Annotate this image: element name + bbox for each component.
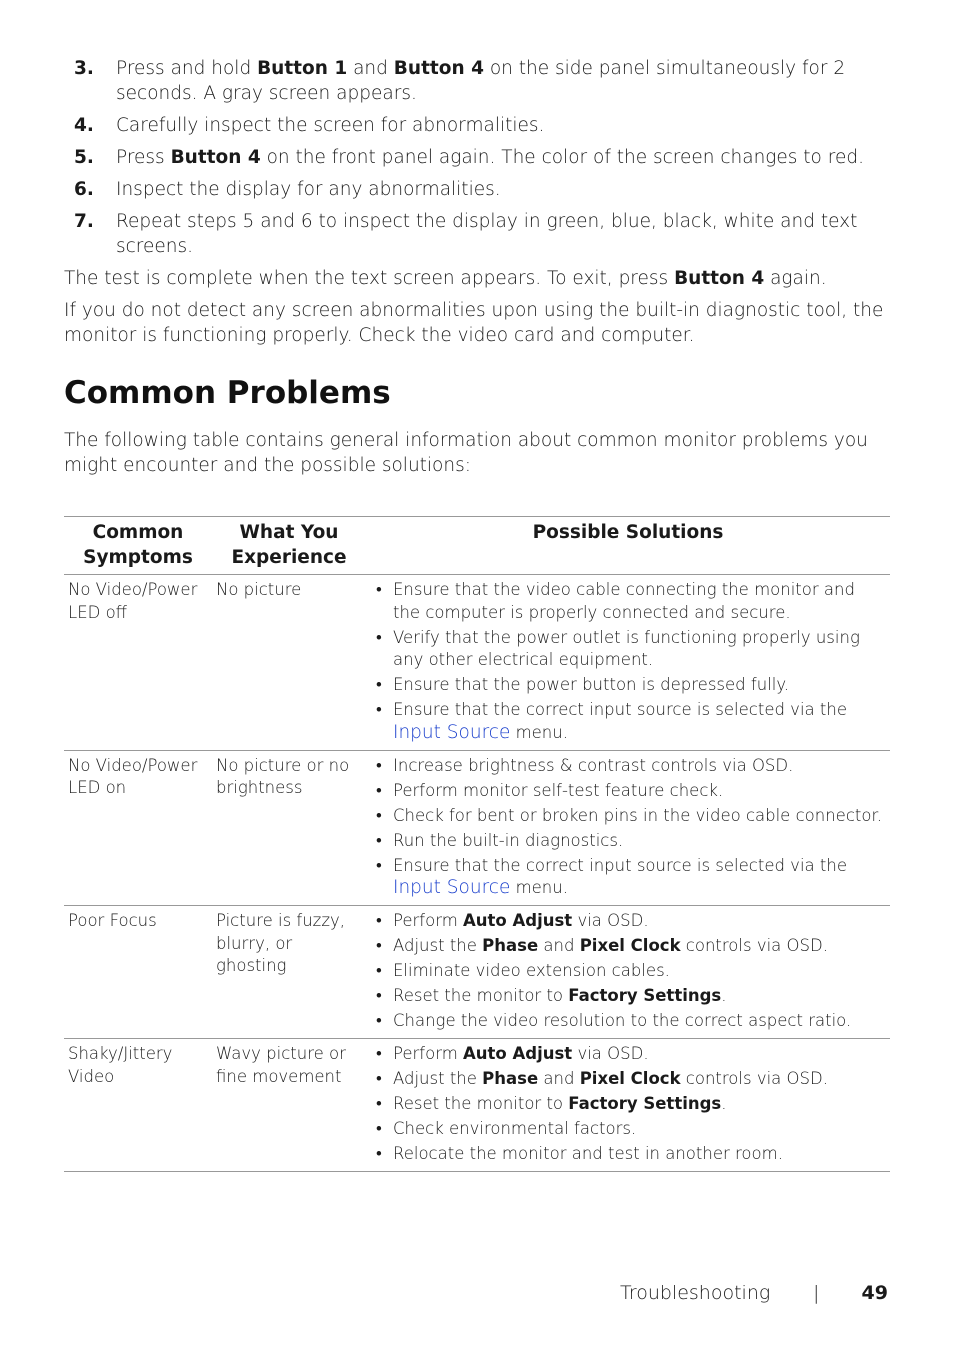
table-row — [64, 906, 890, 1039]
header-experience: What You Experience — [212, 517, 366, 575]
text-run: Press and hold — [116, 58, 258, 79]
text-run: Press — [116, 147, 171, 168]
solution-item — [376, 1143, 886, 1166]
input-source-link[interactable]: Input Source — [393, 877, 511, 898]
solutions-list — [376, 755, 886, 900]
bullet-icon: • — [376, 911, 382, 930]
solution-item — [376, 780, 886, 803]
text-run: on the side panel simultaneously for 2 seconds. A gray screen appears. — [116, 58, 846, 104]
step-item — [64, 145, 890, 170]
text-run: controls via OSD. — [680, 1069, 828, 1088]
solution-item — [376, 855, 886, 900]
text-run: Run the built-in diagnostics. — [393, 830, 624, 850]
solution-item — [376, 579, 886, 624]
diagnostic-notes — [64, 266, 890, 348]
text-run: on the front panel again. The color of the screen changes to red. — [260, 147, 864, 168]
solutions-cell — [366, 1039, 890, 1172]
text-run: Eliminate video extension cables. — [393, 961, 670, 980]
text-run: via OSD. — [572, 911, 649, 930]
solution-item — [376, 960, 886, 983]
bold-term: Phase — [482, 1069, 539, 1088]
note-paragraph — [64, 298, 890, 348]
solution-item — [376, 1093, 886, 1116]
step-item — [64, 209, 890, 259]
text-run: . — [721, 1094, 727, 1113]
table-row — [64, 750, 890, 906]
bullet-icon: • — [376, 961, 382, 980]
page-number: 49 — [861, 1282, 888, 1304]
text-run: Ensure that the video cable connecting the monitor and the computer is properly connected and secure. — [393, 580, 855, 622]
step-number: 4. — [74, 115, 94, 136]
header-symptoms: Common Symptoms — [64, 517, 212, 575]
common-problems-table — [64, 516, 890, 1172]
text-run: Reset the monitor to — [393, 1094, 569, 1113]
text-run: and — [538, 1069, 580, 1088]
text-run: Perform — [393, 911, 464, 930]
text-run: Increase brightness & contrast controls via OSD. — [393, 755, 794, 775]
table-header-row — [64, 517, 890, 575]
text-run: Ensure that the correct input source is selected via the — [393, 855, 847, 875]
step-number: 7. — [74, 211, 94, 232]
text-run: menu. — [510, 722, 568, 742]
solution-item — [376, 1068, 886, 1091]
bullet-icon: • — [376, 1044, 382, 1063]
page-content — [64, 56, 890, 1172]
text-run: Reset the monitor to — [393, 986, 569, 1005]
bullet-icon: • — [376, 580, 382, 599]
solution-item — [376, 1118, 886, 1141]
step-number: 6. — [74, 179, 94, 200]
bullet-icon: • — [376, 1119, 382, 1138]
solution-item — [376, 699, 886, 744]
input-source-link[interactable]: Input Source — [393, 721, 511, 743]
solutions-list — [376, 1043, 886, 1166]
section-title: Common Problems — [64, 375, 391, 411]
solutions-cell — [366, 750, 890, 906]
bold-term: Button 4 — [170, 147, 261, 168]
bullet-icon: • — [376, 755, 382, 775]
text-run: Ensure that the power button is depressed fully. — [393, 675, 789, 694]
solutions-cell — [366, 575, 890, 751]
solution-item — [376, 674, 886, 697]
bullet-icon: • — [376, 986, 382, 1005]
text-run: Relocate the monitor and test in another room. — [393, 1144, 783, 1163]
solution-item — [376, 935, 886, 958]
solution-item — [376, 985, 886, 1008]
footer-section-name: Troubleshooting — [620, 1282, 771, 1304]
solutions-cell — [366, 906, 890, 1039]
bullet-icon: • — [376, 805, 382, 825]
footer-separator: | — [813, 1282, 820, 1304]
bold-term: Button 4 — [674, 268, 765, 289]
bullet-icon: • — [376, 700, 382, 719]
header-solutions: Possible Solutions — [366, 517, 890, 575]
bullet-icon: • — [376, 675, 382, 694]
solution-item — [376, 910, 886, 933]
bold-term: Pixel Clock — [579, 1069, 681, 1088]
text-run: and — [538, 936, 580, 955]
text-run: Check environmental factors. — [393, 1119, 637, 1138]
table-row — [64, 1039, 890, 1172]
step-item — [64, 113, 890, 138]
symptom-cell: Poor Focus — [64, 906, 212, 1039]
step-number: 3. — [74, 58, 94, 79]
bold-term: Auto Adjust — [463, 1044, 573, 1063]
bullet-icon: • — [376, 936, 382, 955]
text-run: Perform monitor self-test feature check. — [393, 780, 724, 800]
solution-item — [376, 627, 886, 672]
step-item — [64, 56, 890, 106]
experience-cell: No picture — [212, 575, 366, 751]
bullet-icon: • — [376, 1069, 382, 1088]
bullet-icon: • — [376, 830, 382, 850]
symptom-cell: No Video/Power LED off — [64, 575, 212, 751]
text-run: Verify that the power outlet is functioning properly using any other electrical equipment. — [393, 627, 860, 669]
solutions-list — [376, 579, 886, 744]
solution-item — [376, 830, 886, 853]
symptom-cell: No Video/Power LED on — [64, 750, 212, 906]
text-run: Check for bent or broken pins in the video cable connector. — [393, 805, 882, 825]
text-run: controls via OSD. — [680, 936, 828, 955]
text-run: Ensure that the correct input source is selected via the — [393, 700, 847, 719]
solution-item — [376, 1043, 886, 1066]
text-run: Inspect the display for any abnormalities. — [116, 179, 501, 200]
bullet-icon: • — [376, 855, 382, 875]
bullet-icon: • — [376, 1011, 382, 1030]
bold-term: Auto Adjust — [463, 911, 573, 930]
text-run: and — [347, 58, 394, 79]
bold-term: Button 4 — [393, 58, 484, 79]
text-run: again. — [764, 268, 827, 289]
diagnostic-steps-list — [64, 56, 890, 259]
bold-term: Phase — [482, 936, 539, 955]
text-run: Adjust the — [393, 1069, 483, 1088]
symptom-cell: Shaky/Jittery Video — [64, 1039, 212, 1172]
text-run: Change the video resolution to the correct aspect ratio. — [393, 1011, 852, 1030]
step-item — [64, 177, 890, 202]
bullet-icon: • — [376, 1094, 382, 1113]
text-run: Carefully inspect the screen for abnormalities. — [116, 115, 545, 136]
solutions-list — [376, 910, 886, 1033]
bold-term: Factory Settings — [568, 986, 722, 1005]
text-run: The test is complete when the text screen appears. To exit, press — [64, 268, 675, 289]
table-row — [64, 575, 890, 751]
bold-term: Factory Settings — [568, 1094, 722, 1113]
experience-cell: Wavy picture or fine movement — [212, 1039, 366, 1172]
experience-cell: No picture or no brightness — [212, 750, 366, 906]
text-run: via OSD. — [572, 1044, 649, 1063]
solution-item — [376, 755, 886, 778]
section-intro: The following table contains general information about common monitor problems you might encounter and the possible solutions: — [64, 430, 868, 476]
text-run: Perform — [393, 1044, 464, 1063]
bullet-icon: • — [376, 627, 382, 647]
text-run: menu. — [510, 878, 568, 897]
note-paragraph — [64, 266, 890, 291]
text-run: Adjust the — [393, 936, 483, 955]
bold-term: Button 1 — [257, 58, 348, 79]
experience-cell: Picture is fuzzy, blurry, or ghosting — [212, 906, 366, 1039]
bold-term: Pixel Clock — [579, 936, 681, 955]
text-run: If you do not detect any screen abnormalities upon using the built-in diagnostic tool, the monitor is functioning properly. Check the video card and computer. — [64, 300, 884, 346]
text-run: . — [721, 986, 727, 1005]
bullet-icon: • — [376, 1144, 382, 1163]
bullet-icon: • — [376, 780, 382, 800]
text-run: Repeat steps 5 and 6 to inspect the display in green, blue, black, white and text screens. — [116, 211, 858, 257]
solution-item — [376, 1010, 886, 1033]
solution-item — [376, 805, 886, 828]
step-number: 5. — [74, 147, 94, 168]
